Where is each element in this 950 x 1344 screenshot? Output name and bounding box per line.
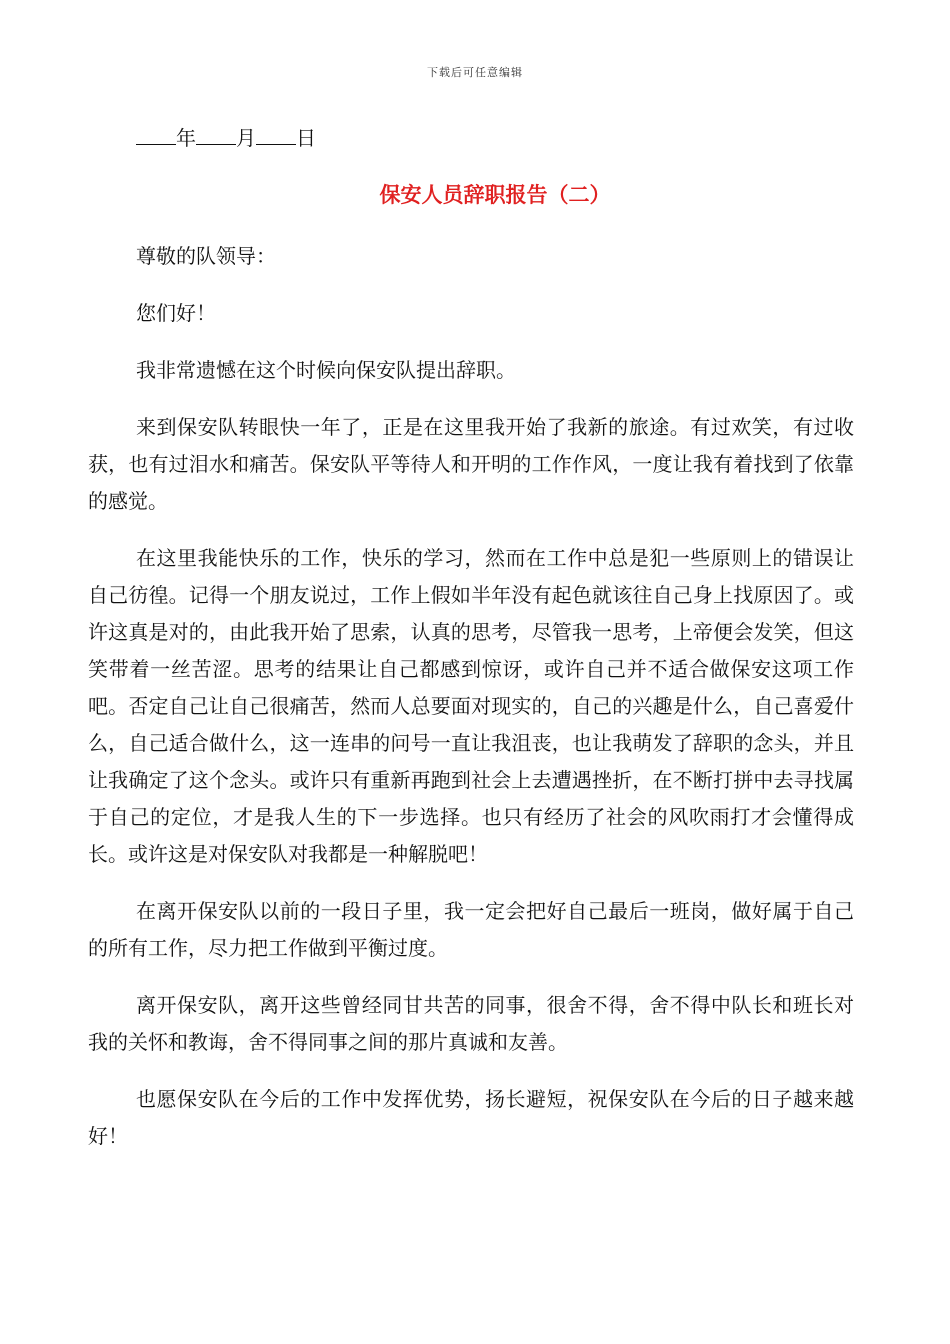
- date-line: [136, 124, 316, 152]
- paragraph: 我非常遗憾在这个时候向保安队提出辞职。: [136, 358, 516, 382]
- month-label: 月: [236, 126, 256, 150]
- paragraph: 在离开保安队以前的一段日子里，我一定会把好自己最后一班岗，做好属于自己的所有工作，尽力把工作做到平衡过度。: [88, 899, 854, 960]
- year-label: 年: [176, 126, 196, 150]
- salutation: 尊敬的队领导：: [136, 244, 276, 268]
- paragraph: 也愿保安队在今后的工作中发挥优势，扬长避短，祝保安队在今后的日子越来越好！: [88, 1087, 854, 1148]
- paragraph: 来到保安队转眼快一年了，正是在这里我开始了我新的旅途。有过欢笑，有过收获，也有过泪水和痛苦。保安队平等待人和开明的工作作风，一度让我有着找到了依靠的感觉。: [88, 415, 854, 513]
- document-title: 保安人员辞职报告（二）: [379, 182, 611, 207]
- day-blank: [256, 126, 296, 145]
- document-body: [88, 238, 854, 1175]
- month-blank: [196, 126, 236, 145]
- paragraph: 在这里我能快乐的工作，快乐的学习，然而在工作中总是犯一些原则上的错误让自己彷徨。记得一个朋友说过，工作上假如半年没有起色就该往自己身上找原因了。或许这真是对的，由此我开始了思索，认真的思考，尽管我一思考，上帝便会发笑，但这笑带着一丝苦涩。思考的结果让自己都感到惊讶，或许自己并不适合做保安这项工作吧。否定自己让自己很痛苦，然而人总要面对现实的，自己的兴趣是什么，自己喜爱什么，自己适合做什么，这一连串的问号一直让我沮丧，也让我萌发了辞职的念头，并且让我确定了这个念头。或许只有重新再跑到社会上去遭遇挫折，在不断打拼中去寻找属于自己的定位，才是我人生的下一步选择。也只有经历了社会的风吹雨打才会懂得成长。或许这是对保安队对我都是一种解脱吧！: [88, 546, 854, 866]
- day-label: 日: [296, 126, 316, 150]
- paragraph: 离开保安队，离开这些曾经同甘共苦的同事，很舍不得，舍不得中队长和班长对我的关怀和教诲，舍不得同事之间的那片真诚和友善。: [88, 993, 854, 1054]
- greeting: 您们好！: [136, 301, 216, 325]
- header-note: 下载后可任意编辑: [427, 66, 523, 79]
- year-blank: [136, 126, 176, 145]
